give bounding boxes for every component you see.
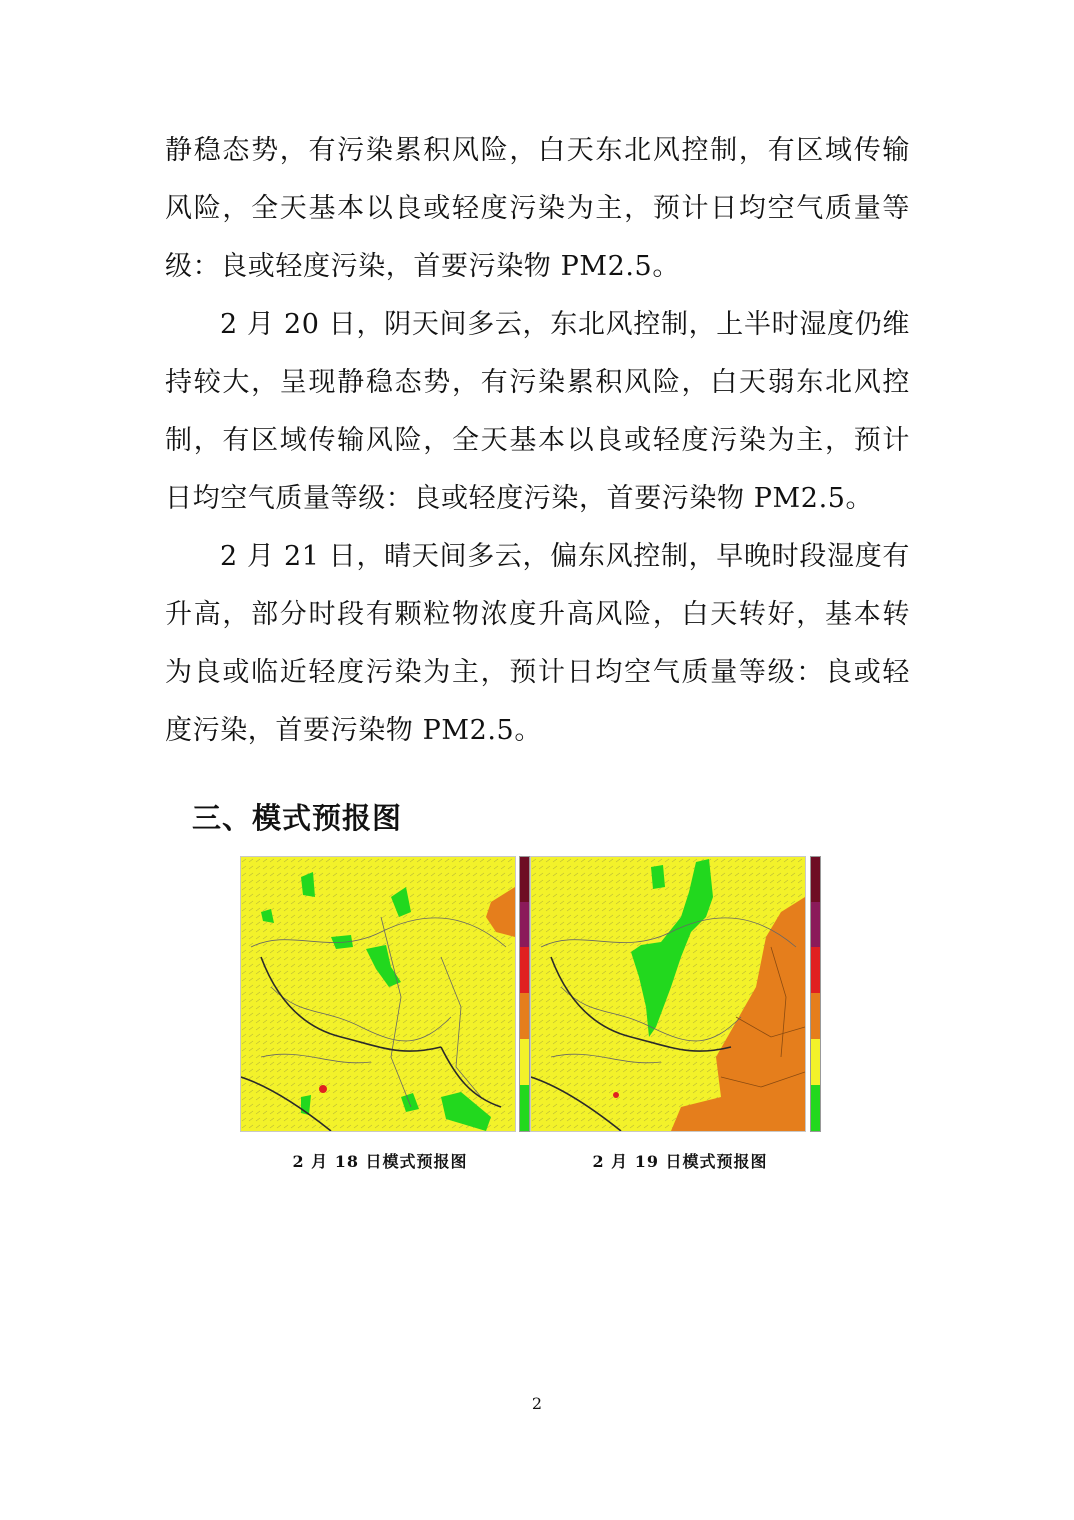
figure-caption-2: 2 月 19 日模式预报图 — [592, 1152, 768, 1171]
figure-caption-1: 2 月 18 日模式预报图 — [292, 1152, 468, 1171]
paragraph-2: 2 月 20 日，阴天间多云，东北风控制，上半时湿度仍维持较大，呈现静稳态势，有污染累积风险，白天弱东北风控制，有区域传输风险，全天基本以良或轻度污染为主，预计日均空气质量等级：良或轻度污染，首要污染物 PM2.5。 — [165, 309, 910, 514]
forecast-map-feb-18 — [240, 856, 516, 1132]
paragraph-1: 静稳态势，有污染累积风险，白天东北风控制，有区域传输风险，全天基本以良或轻度污染为主，预计日均空气质量等级：良或轻度污染，首要污染物 PM2.5。 — [165, 135, 910, 282]
paragraph-3: 2 月 21 日，晴天间多云，偏东风控制，早晚时段湿度有升高，部分时段有颗粒物浓度升高风险，白天转好，基本转为良或临近轻度污染为主，预计日均空气质量等级：良或轻度污染，首要污染物 PM2.5。 — [165, 541, 910, 746]
color-legend-bar-1 — [519, 856, 530, 1132]
page-number: 2 — [531, 1394, 543, 1413]
color-legend-bar-2 — [810, 856, 821, 1132]
forecast-map-feb-19 — [530, 856, 806, 1132]
section-heading: 三、模式预报图 — [192, 801, 403, 835]
